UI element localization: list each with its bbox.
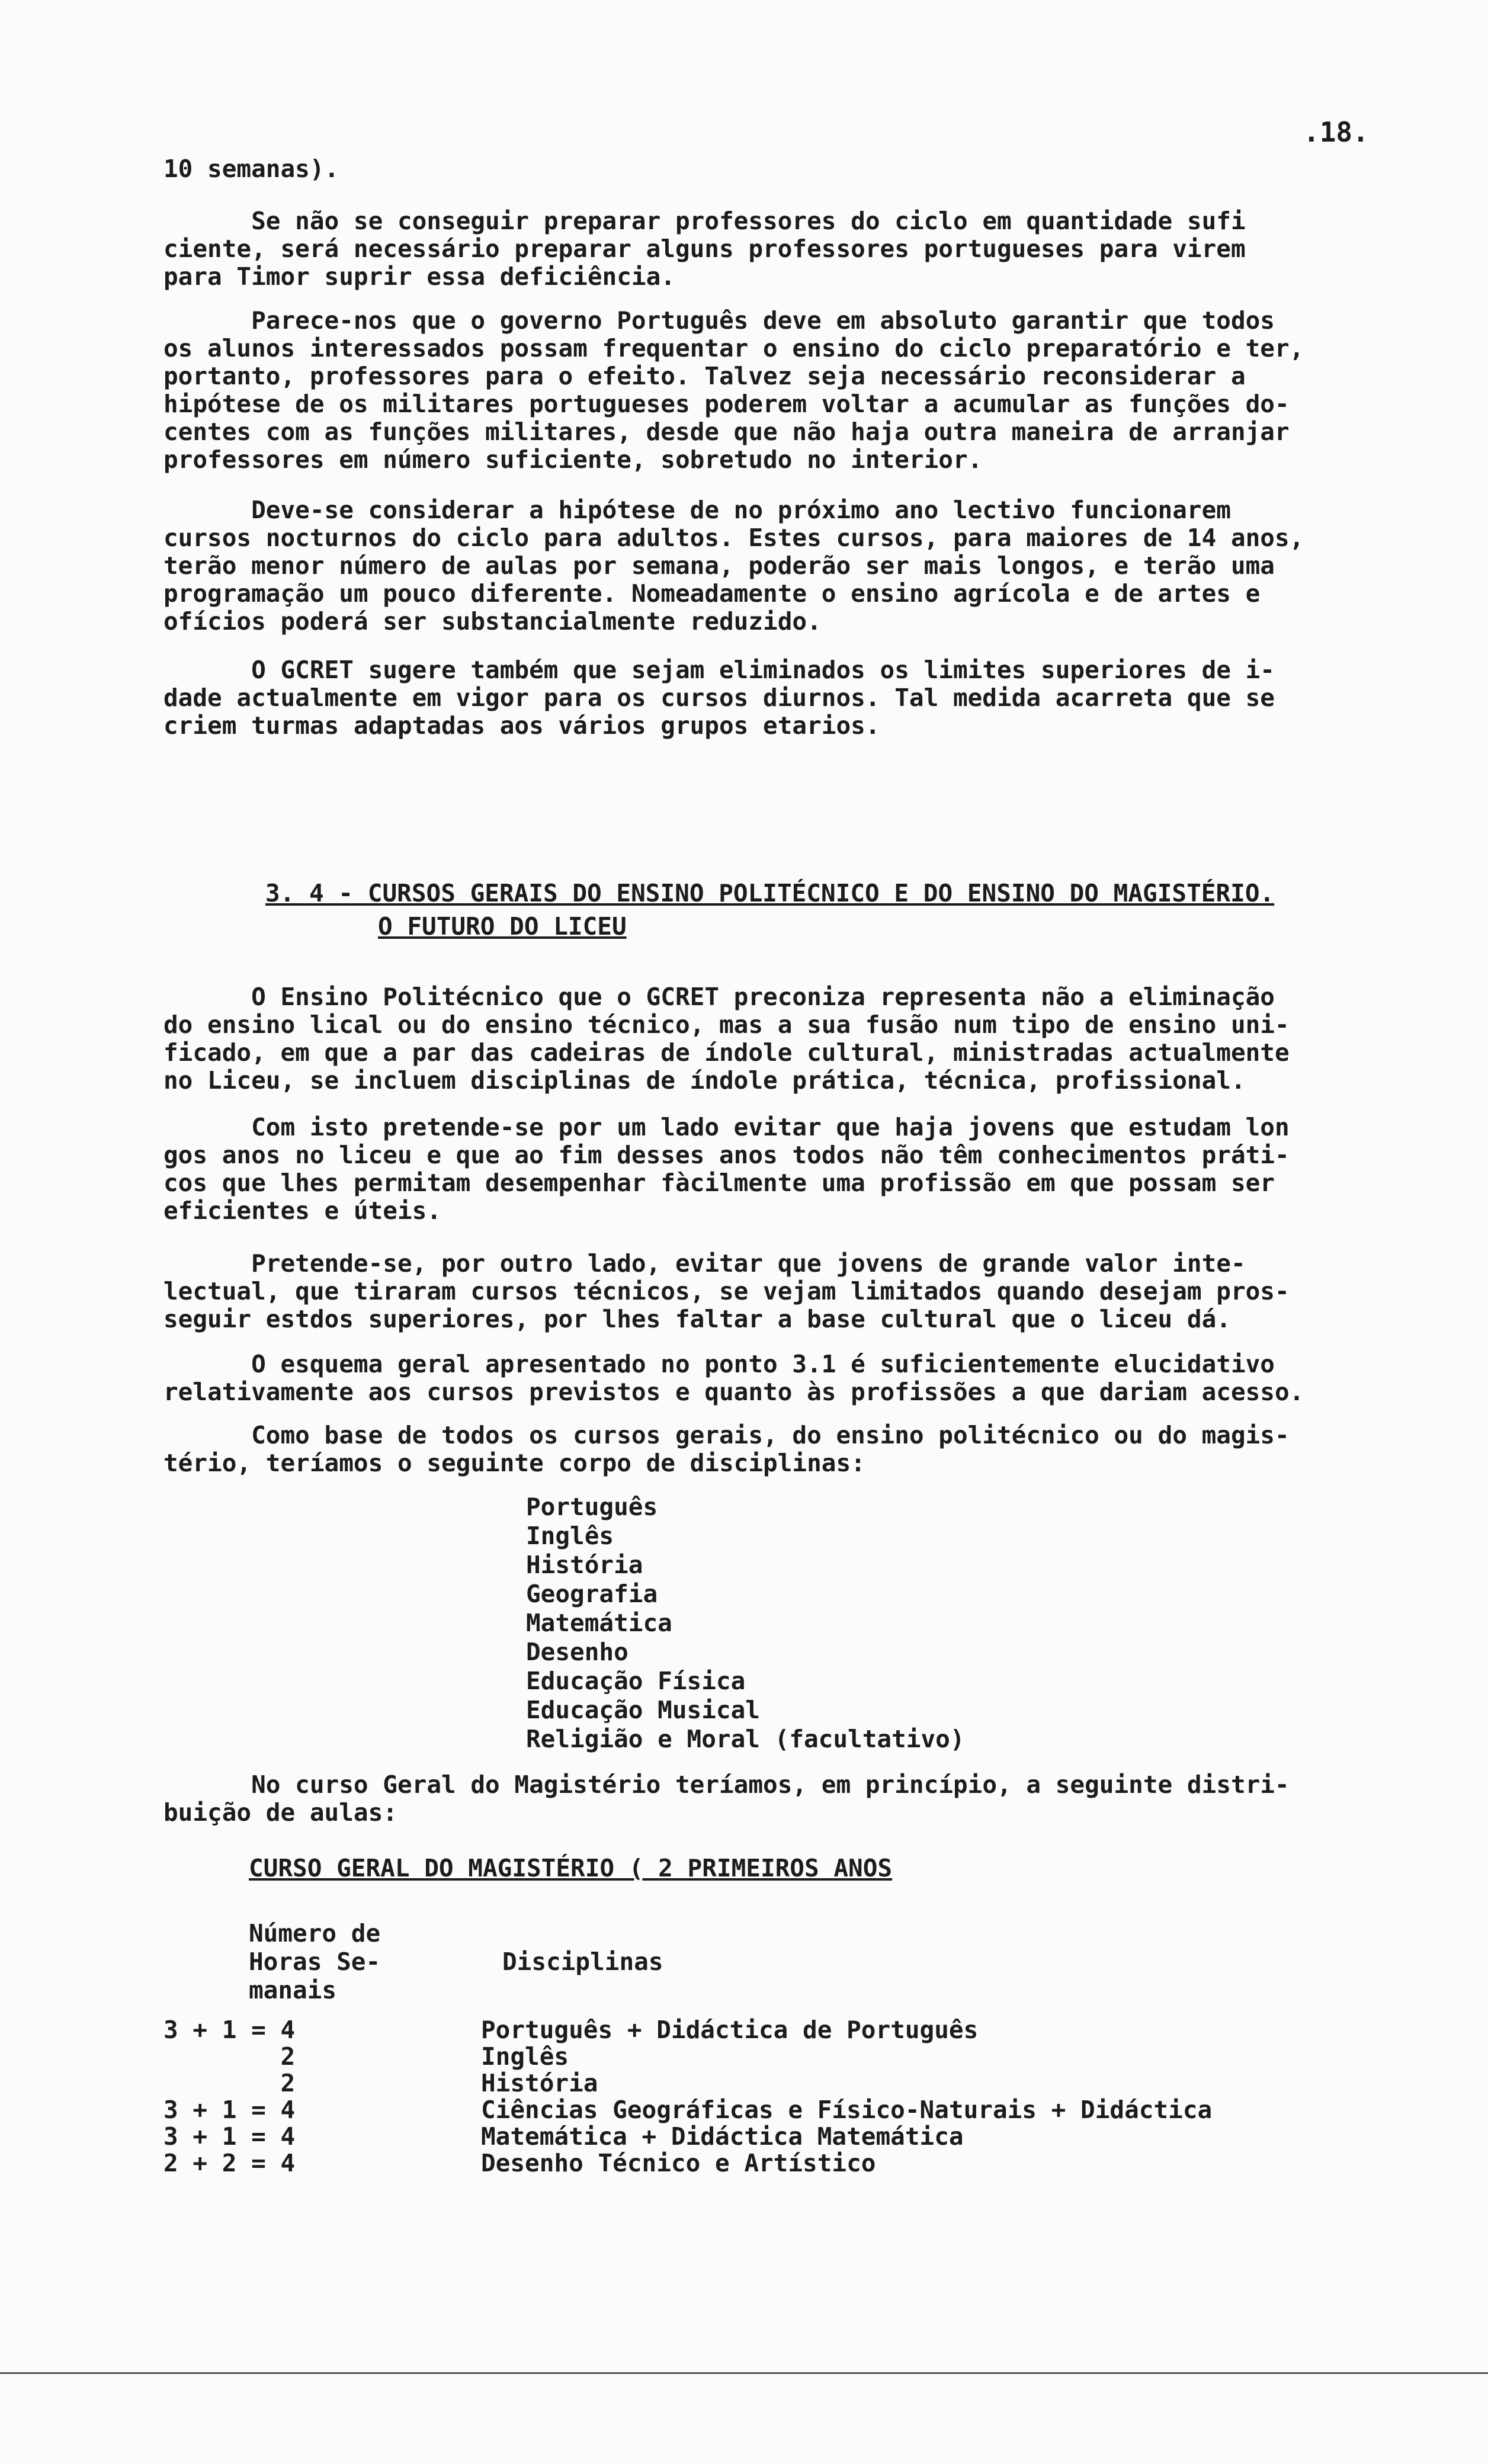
paragraph-age-limits: O GCRET sugere também que sejam eliminados os limites superiores de i- dade actualmente em vigor para os cursos diurnos. Tal medida acarreta que se criem turmas adaptadas aos vários grupos etarios. <box>163 656 1275 740</box>
table-row <box>163 2150 1212 2177</box>
list-item: História <box>526 1551 643 1579</box>
hours-cell: 2 <box>163 2042 296 2071</box>
discipline-cell: Inglês <box>481 2042 569 2071</box>
paragraph-distribution: No curso Geral do Magistério teríamos, em princípio, a seguinte distri- buição de aulas: <box>163 1770 1290 1827</box>
paragraph-night-courses: Deve-se considerar a hipótese de no próximo ano lectivo funcionarem cursos nocturnos do ciclo para adultos. Estes cursos, para maiores de 14 anos, terão menor número de aulas por semana, poderão ser mais longos, e terão uma programação um pouco diferente. Nomeadamente o ensino agrícola e de artes e ofícios poderá ser substancialmente reduzido. <box>163 496 1304 636</box>
section-heading <box>265 877 1391 943</box>
section-heading-line2: O FUTURO DO LICEU <box>378 912 627 941</box>
discipline-cell: Matemática + Didáctica Matemática <box>481 2122 964 2151</box>
hours-cell: 2 <box>163 2069 296 2097</box>
table-row <box>163 2070 1212 2097</box>
list-item: Matemática <box>526 1609 672 1637</box>
hours-cell: 3 + 1 = 4 <box>163 2016 296 2044</box>
discipline-cell: História <box>481 2069 598 2097</box>
paragraph-general-scheme: O esquema geral apresentado no ponto 3.1 é suficientemente elucidativo relativamente aos cursos previstos e quanto às profissões a que dariam acesso. <box>163 1350 1304 1406</box>
list-item: Português <box>526 1493 658 1521</box>
hours-cell: 3 + 1 = 4 <box>163 2122 296 2151</box>
hours-cell: 3 + 1 = 4 <box>163 2096 296 2124</box>
list-item: Geografia <box>526 1580 658 1608</box>
schedule-table <box>163 2017 1212 2177</box>
table-row <box>163 2043 1212 2070</box>
section-heading-line1: 3. 4 - CURSOS GERAIS DO ENSINO POLITÉCNICO E DO ENSINO DO MAGISTÉRIO. <box>265 879 1275 907</box>
page-number: .18. <box>1303 116 1369 148</box>
table-title: CURSO GERAL DO MAGISTÉRIO ( 2 PRIMEIROS ANOS <box>249 1854 893 1882</box>
column-header-hours: Número de Horas Se- manais <box>249 1919 381 2004</box>
paragraph-government: Parece-nos que o governo Português deve em absoluto garantir que todos os alunos interessados possam frequentar o ensino do ciclo preparatório e ter, portanto, professores para o efeito. Talvez seja necessário reconsiderar a hipótese de os militares portugueses poderem voltar a acumular as funções do- centes com as funções militares, desde que não haja outra maneira de arranjar professores em número suficiente, sobretudo no interior. <box>163 306 1304 474</box>
paragraph-goal-one: Com isto pretende-se por um lado evitar que haja jovens que estudam lon gos anos no liceu e que ao fim desses anos todos não têm conhecimentos práti- cos que lhes permitam desempenhar fàcilmente uma profissão em que possam ser eficientes e úteis. <box>163 1113 1290 1225</box>
column-header-disciplines: Disciplinas <box>502 1948 663 1976</box>
hours-cell: 2 + 2 = 4 <box>163 2149 296 2177</box>
table-row <box>163 2123 1212 2150</box>
paragraph-teachers: Se não se conseguir preparar professores do ciclo em quantidade sufi ciente, será necessário preparar alguns professores portugueses para virem para Timor suprir essa deficiência. <box>163 207 1246 291</box>
paragraph-goal-two: Pretende-se, por outro lado, evitar que jovens de grande valor inte- lectual, que tiraram cursos técnicos, se vejam limitados quando desejam pros- seguir estdos superiores, por lhes faltar a base cultural que o liceu dá. <box>163 1249 1290 1333</box>
paragraph-polytechnic: O Ensino Politécnico que o GCRET preconiza representa não a eliminação do ensino lical ou do ensino técnico, mas a sua fusão num tipo de ensino uni- ficado, em que a par das cadeiras de índole cultural, ministradas actualmente no Liceu, se incluem disciplinas de índole prática, técnica, profissional. <box>163 983 1290 1095</box>
discipline-cell: Desenho Técnico e Artístico <box>481 2149 876 2177</box>
discipline-cell: Português + Didáctica de Português <box>481 2016 979 2044</box>
list-item: Inglês <box>526 1522 614 1550</box>
list-item: Religião e Moral (facultativo) <box>526 1725 965 1753</box>
table-row <box>163 2017 1212 2043</box>
paragraph-continuation: 10 semanas). <box>163 155 339 183</box>
discipline-cell: Ciências Geográficas e Físico-Naturais + Didáctica <box>481 2096 1213 2124</box>
list-item: Educação Física <box>526 1667 746 1695</box>
paragraph-base-subjects: Como base de todos os cursos gerais, do ensino politécnico ou do magis- tério, teríamos o seguinte corpo de disciplinas: <box>163 1421 1290 1477</box>
bottom-rule <box>0 2372 1488 2374</box>
table-row <box>163 2097 1212 2123</box>
list-item: Educação Musical <box>526 1696 760 1724</box>
subject-list <box>526 1493 965 1754</box>
list-item: Desenho <box>526 1638 628 1666</box>
